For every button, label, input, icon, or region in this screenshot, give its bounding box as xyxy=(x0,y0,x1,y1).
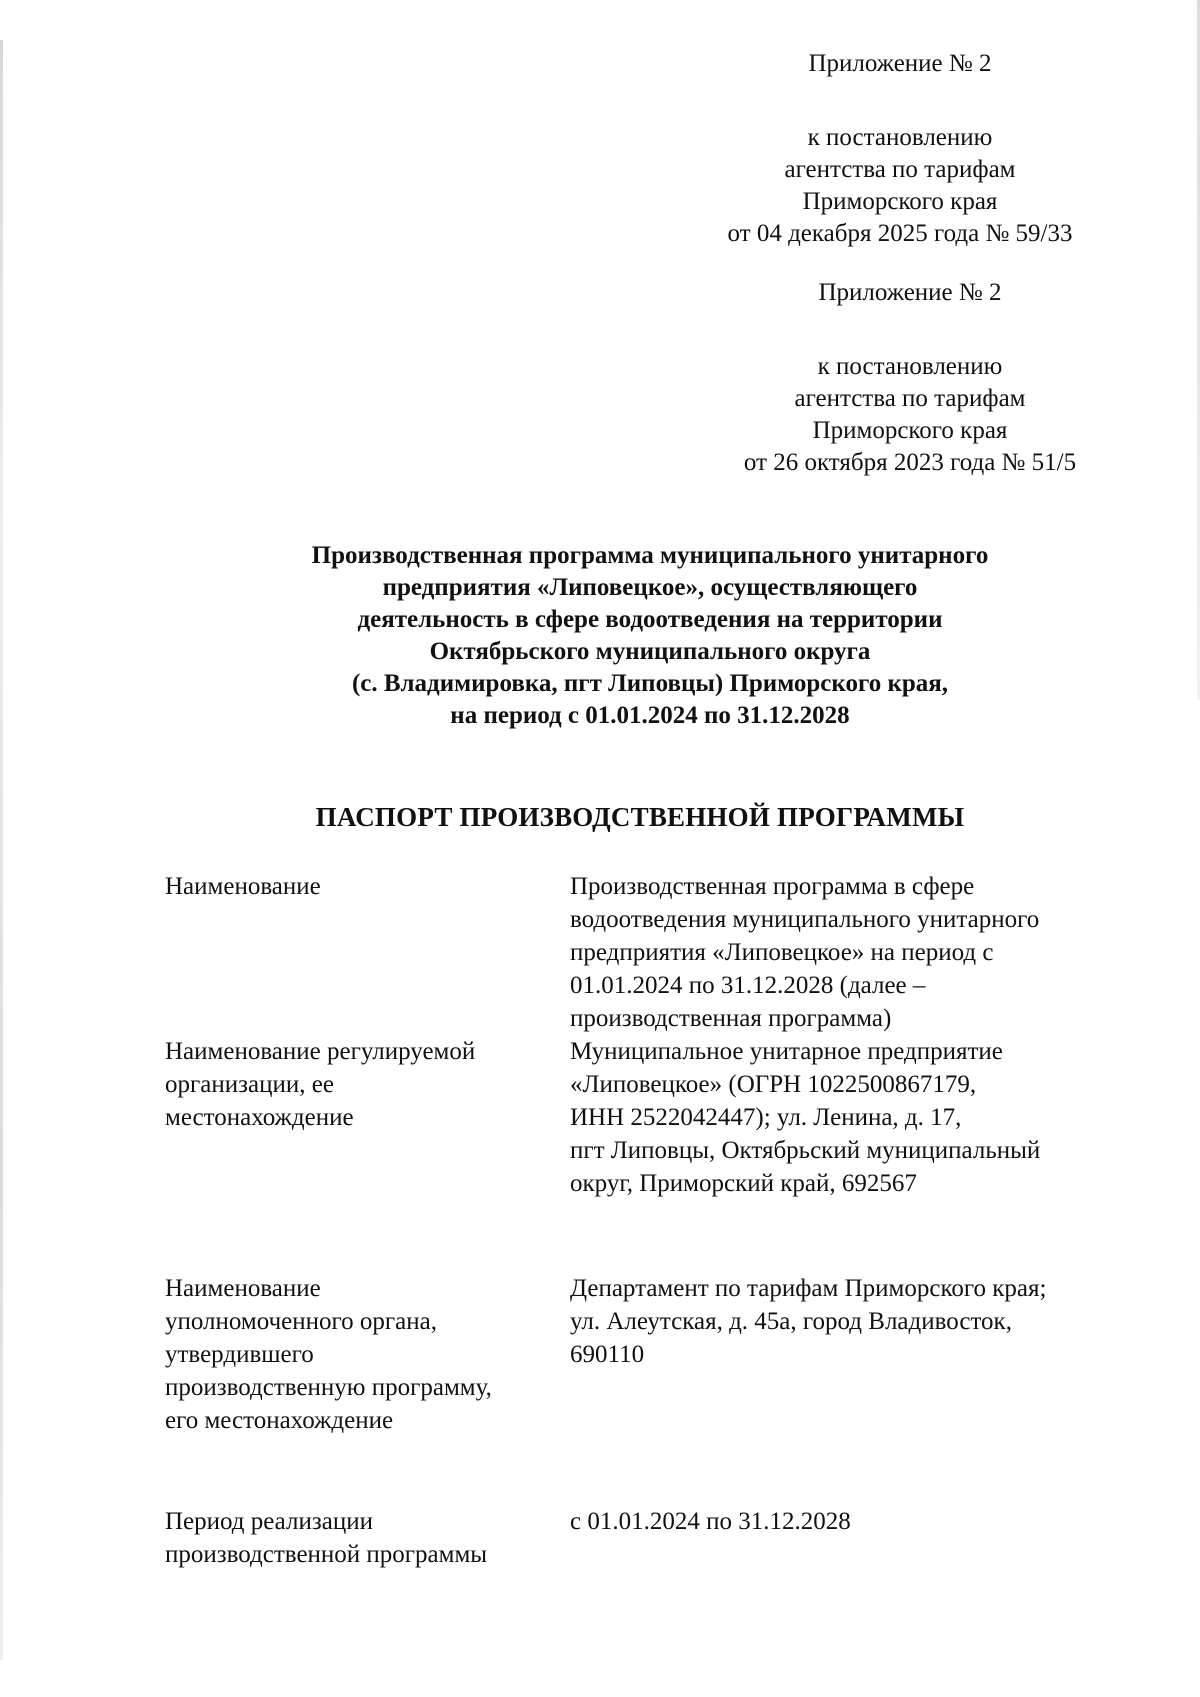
row-label xyxy=(165,870,570,1035)
appendix-line: Приморского края xyxy=(802,188,998,215)
row-value xyxy=(570,1035,1115,1200)
row-value-line: пгт Липовцы, Октябрьский муниципальный xyxy=(570,1137,1041,1164)
program-title-line: предприятия «Липовецкое», осуществляющего xyxy=(382,574,918,601)
row-label-line: Период реализации xyxy=(165,1508,373,1535)
row-label-line: утвердившего xyxy=(165,1341,314,1368)
appendix-line: агентства по тарифам xyxy=(784,156,1016,183)
row-label-line: организации, ее xyxy=(165,1071,334,1098)
row-value xyxy=(570,1272,1115,1437)
row-label-line: Наименование xyxy=(165,873,321,900)
row-value-line: Муниципальное унитарное предприятие xyxy=(570,1038,1003,1065)
appendix-header-current xyxy=(650,48,1150,250)
passport-row-organization xyxy=(165,1035,1125,1200)
row-value-line: «Липовецкое» (ОГРН 1022500867179, xyxy=(570,1071,977,1098)
row-value-line: с 01.01.2024 по 31.12.2028 xyxy=(570,1508,851,1535)
row-value-line: водоотведения муниципального унитарного xyxy=(570,906,1040,933)
row-value-line: Департамент по тарифам Приморского края; xyxy=(570,1275,1047,1302)
row-value-line: Производственная программа в сфере xyxy=(570,873,975,900)
program-title-line: на период с 01.01.2024 по 31.12.2028 xyxy=(450,702,850,729)
passport-table xyxy=(165,870,1125,1571)
program-title-line: Октябрьского муниципального округа xyxy=(429,638,871,665)
row-value xyxy=(570,870,1115,1035)
appendix-line: Приморского края xyxy=(812,417,1008,444)
row-label-line: Наименование xyxy=(165,1275,321,1302)
passport-row-authority xyxy=(165,1272,1125,1437)
row-label-line: производственной программы xyxy=(165,1541,488,1568)
row-value-line: 01.01.2024 по 31.12.2028 (далее – xyxy=(570,972,926,999)
program-title-line: Производственная программа муниципального унитарного xyxy=(311,542,989,569)
row-label-line: уполномоченного органа, xyxy=(165,1308,437,1335)
row-value xyxy=(570,1505,1115,1571)
row-label-line: Наименование регулируемой xyxy=(165,1038,476,1065)
appendix-title: Приложение № 2 xyxy=(818,279,1002,306)
row-value-line: округ, Приморский край, 692567 xyxy=(570,1170,917,1197)
row-label xyxy=(165,1035,570,1200)
appendix-line: от 04 декабря 2025 года № 59/33 xyxy=(727,220,1073,247)
row-value-line: ИНН 2522042447); ул. Ленина, д. 17, xyxy=(570,1104,962,1131)
program-title xyxy=(200,540,1100,732)
program-title-line: (с. Владимировка, пгт Липовцы) Приморского края, xyxy=(351,670,949,697)
program-title-line: деятельность в сфере водоотведения на территории xyxy=(357,606,943,633)
appendix-line: агентства по тарифам xyxy=(794,385,1026,412)
row-label-line: его местонахождение xyxy=(165,1407,394,1434)
appendix-line: от 26 октября 2023 года № 51/5 xyxy=(743,449,1077,476)
row-label xyxy=(165,1505,570,1571)
row-value-line: ул. Алеутская, д. 45а, город Владивосток, xyxy=(570,1308,1012,1335)
row-label-line: местонахождение xyxy=(165,1104,354,1131)
appendix-line: к постановлению xyxy=(807,124,993,151)
row-value-line: производственная программа) xyxy=(570,1005,892,1032)
appendix-header-previous xyxy=(660,277,1160,479)
row-label-line: производственную программу, xyxy=(165,1374,492,1401)
passport-row-name xyxy=(165,870,1125,1035)
scan-edge-left xyxy=(0,40,3,1660)
passport-row-period xyxy=(165,1505,1125,1571)
appendix-line: к постановлению xyxy=(817,353,1003,380)
appendix-title: Приложение № 2 xyxy=(808,50,992,77)
row-label xyxy=(165,1272,570,1437)
row-value-line: 690110 xyxy=(570,1341,645,1368)
passport-heading: ПАСПОРТ ПРОИЗВОДСТВЕННОЙ ПРОГРАММЫ xyxy=(315,802,965,832)
row-value-line: предприятия «Липовецкое» на период с xyxy=(570,939,994,966)
